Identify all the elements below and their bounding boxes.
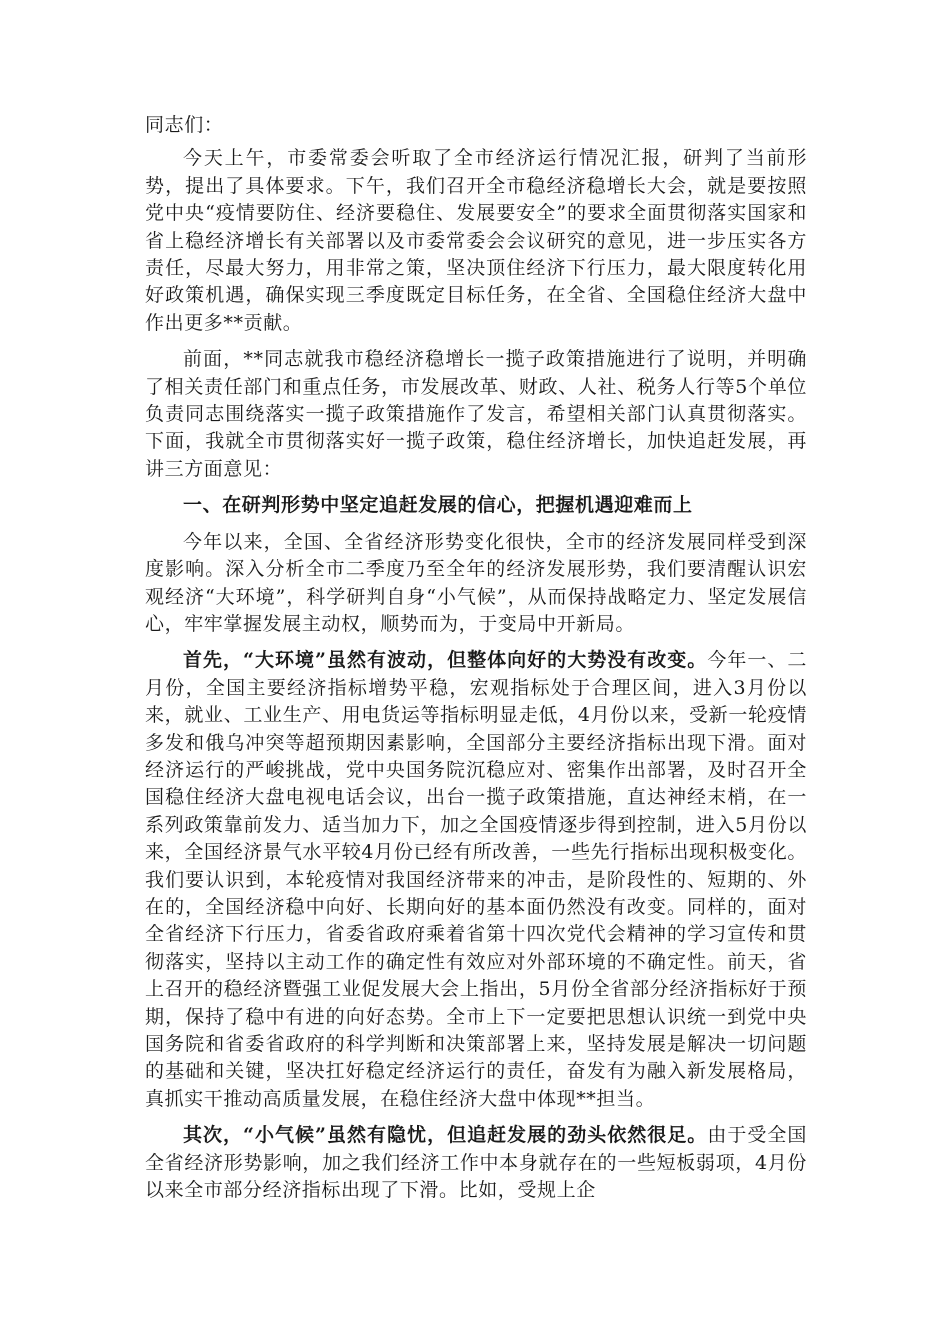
body-text-local: 由于受全国全省经济形势影响，加之我们经济工作中本身就存在的一些短板弱项，4月份以来全市部分经济指标出现了下滑。比如，受规上企 [145, 1124, 807, 1202]
paragraph-macro-environment [145, 647, 807, 1113]
paragraph-situation: 今年以来，全国、全省经济形势变化很快，全市的经济发展同样受到深度影响。深入分析全市二季度乃至全年的经济发展形势，我们要清醒认识宏观经济“大环境”，科学研判自身“小气候”，从而保持战略定力、坚定发展信心，牢牢掌握发展主动权，顺势而为，于变局中开新局。 [145, 530, 807, 635]
paragraph-overview: 前面，**同志就我市稳经济稳增长一揽子政策措施进行了说明，并明确了相关责任部门和重点任务，市发展改革、财政、人社、税务人行等5个单位负责同志围绕落实一揽子政策措施作了发言，希望相关部门认真贯彻落实。下面，我就全市贯彻落实好一揽子政策，稳住经济增长，加快追赶发展，再讲三方面意见： [145, 348, 807, 480]
paragraph-local-climate [145, 1122, 807, 1204]
paragraph-intro: 今天上午，市委常委会听取了全市经济运行情况汇报，研判了当前形势，提出了具体要求。下午，我们召开全市稳经济稳增长大会，就是要按照党中央“疫情要防住、经济要稳住、发展要安全”的要求全面贯彻落实国家和省上稳经济增长有关部署以及市委常委会会议研究的意见，进一步压实各方责任，尽最大努力，用非常之策，坚决顶住经济下行压力，最大限度转化用好政策机遇，确保实现三季度既定目标任务，在全省、全国稳住经济大盘中作出更多**贡献。 [145, 147, 807, 334]
body-text-macro: 今年一、二月份，全国主要经济指标增势平稳，宏观指标处于合理区间，进入3月份以来，就业、工业生产、用电货运等指标明显走低，4月份以来，受新一轮疫情多发和俄乌冲突等超预期因素影响，全国部分主要经济指标出现下滑。面对经济运行的严峻挑战，党中央国务院沉稳应对、密集作出部署，及时召开全国稳住经济大盘电视电话会议，出台一揽子政策措施，直达神经末梢，在一系列政策靠前发力、适当加力下，加之全国疫情逐步得到控制，进入5月份以来，全国经济景气水平较4月份已经有所改善，一些先行指标出现积极变化。我们要认识到，本轮疫情对我国经济带来的冲击，是阶段性的、短期的、外在的，全国经济稳中向好、长期向好的基本面仍然没有改变。同样的，面对全省经济下行压力，省委省政府乘着省第十四次党代会精神的学习宣传和贯彻落实，坚持以主动工作的确定性有效应对外部环境的不确定性。前天，省上召开的稳经济暨强工业促发展大会上指出，5月份全省部分经济指标好于预期，保持了稳中有进的向好态势。全市上下一定要把思想认识统一到党中央国务院和省委省政府的科学判断和决策部署上来，坚持发展是解决一切问题的基础和关键，坚决扛好稳定经济运行的责任，奋发有为融入新发展格局，真抓实干推动高质量发展，在稳住经济大盘中体现**担当。 [145, 649, 807, 1110]
section-heading-1: 一、在研判形势中坚定追赶发展的信心，把握机遇迎难而上 [183, 494, 693, 517]
lead-sentence-macro: 首先，“大环境”虽然有波动，但整体向好的大势没有改变。 [183, 649, 708, 672]
greeting: 同志们： [145, 114, 224, 136]
lead-sentence-local: 其次，“小气候”虽然有隐忧，但追赶发展的劲头依然很足。 [183, 1124, 708, 1147]
document-page [145, 112, 807, 1213]
